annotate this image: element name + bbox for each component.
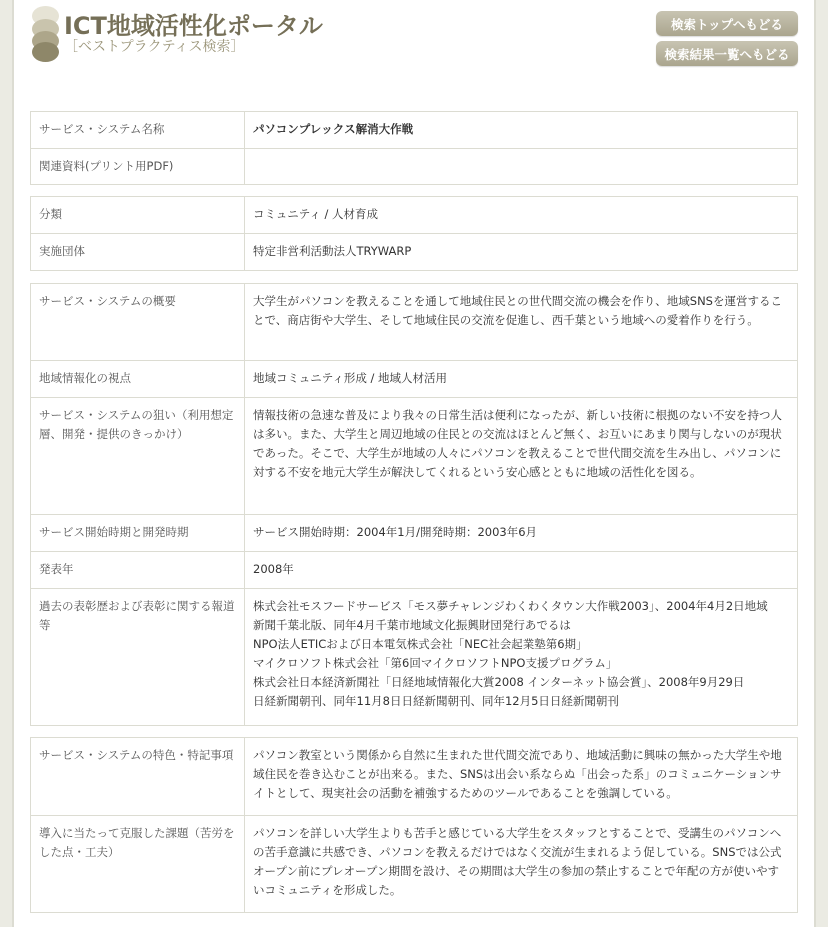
field-label: 過去の表彰歴および表彰に関する報道等 [31, 589, 245, 726]
category-value: コミュニティ / 人材育成 [245, 197, 798, 234]
table-row [31, 361, 798, 398]
info-table-features [30, 737, 798, 913]
table-row [31, 515, 798, 552]
site-subtitle: ［ベストプラクティス検索］ [64, 39, 245, 55]
year-value: 2008年 [245, 552, 798, 589]
page-container [12, 0, 816, 927]
info-table-details [30, 283, 798, 726]
table-row [31, 738, 798, 816]
field-label: サービス・システムの特色・特記事項 [31, 738, 245, 816]
award-line: NPO法人ETICおよび日本電気株式会社「NEC社会起業塾第6期」 [253, 637, 588, 651]
back-to-search-top-button[interactable]: 検索トップへもどる [656, 11, 798, 36]
period-value: サービス開始時期：2004年1月/開発時期：2003年6月 [245, 515, 798, 552]
site-title: ICT地域活性化ポータル [64, 12, 323, 40]
viewpoint-value: 地域コミュニティ形成 / 地域人材活用 [245, 361, 798, 398]
overview-value: 大学生がパソコンを教えることを通して地域住民との世代間交流の機会を作り、地域SNSを運営することで、商店街や大学生、そして地域住民の交流を促進し、西千葉という地域への愛着作りを行う。 [245, 284, 798, 361]
logo-icon [32, 6, 60, 62]
table-row [31, 112, 798, 149]
table-row [31, 589, 798, 726]
field-label: 発表年 [31, 552, 245, 589]
issues-value: パソコンを詳しい大学生よりも苦手と感じている大学生をスタッフとすることで、受講生のパソコンへの苦手意識に共感でき、パソコンを教えるだけではなく交流が生まれるよう促している。SNSでは公式オープン前にプレオープン期間を設け、その期間は大学生の参加の禁止することで年配の方が使いやすいコミュニティを形成した。 [245, 816, 798, 913]
award-line: 日経新聞朝刊、同年11月8日日経新聞朝刊、同年12月5日日経新聞朝刊 [253, 694, 619, 708]
info-table-category [30, 196, 798, 271]
field-label: サービス開始時期と開発時期 [31, 515, 245, 552]
table-row [31, 816, 798, 913]
awards-value [245, 589, 798, 726]
feature-value: パソコン教室という関係から自然に生まれた世代間交流であり、地域活動に興味の無かった大学生や地域住民を巻き込むことが出来る。また、SNSは出会い系ならぬ「出会った系」のコミュニケーションサイトとして、現実社会の活動を補強するためのツールであることを強調している。 [245, 738, 798, 816]
award-line: 株式会社日本経済新聞社「日経地域情報化大賞2008 インターネット協会賞」、2008年9月29日 [253, 675, 745, 689]
field-label: 地域情報化の視点 [31, 361, 245, 398]
award-line: マイクロソフト株式会社「第6回マイクロソフトNPO支援プログラム」 [253, 656, 618, 670]
table-row [31, 552, 798, 589]
table-row [31, 149, 798, 185]
field-label: サービス・システムの概要 [31, 284, 245, 361]
table-row [31, 284, 798, 361]
field-label: サービス・システム名称 [31, 112, 245, 149]
field-label: 関連資料(プリント用PDF) [31, 149, 245, 185]
info-table-name [30, 111, 798, 185]
aim-value: 情報技術の急速な普及により我々の日常生活は便利になったが、新しい技術に根拠のない不安を持つ人は多い。また、大学生と周辺地域の住民との交流はほとんど無く、お互いにあまり関与しないのが現状であった。そこで、大学生が地域の人々にパソコンを教えることで世代間交流を生み出し、パソコンに対する不安を地元大学生が解決してくれるという安心感とともに地域の活性化を図る。 [245, 398, 798, 515]
service-name-value: パソコンプレックス解消大作戦 [245, 112, 798, 149]
back-to-results-list-button[interactable]: 検索結果一覧へもどる [656, 41, 798, 66]
table-row [31, 234, 798, 271]
organization-value: 特定非営利活動法人TRYWARP [245, 234, 798, 271]
pdf-link[interactable] [245, 149, 798, 185]
field-label: サービス・システムの狙い（利用想定層、開発・提供のきっかけ） [31, 398, 245, 515]
field-label: 導入に当たって克服した課題（苦労をした点・工夫） [31, 816, 245, 913]
table-row [31, 398, 798, 515]
award-line: 株式会社モスフードサービス「モス夢チャレンジわくわくタウン大作戦2003」、2004年4月2日地域 [253, 599, 768, 613]
award-line: 新聞千葉北版、同年4月千葉市地域文化振興財団発行あでるは [253, 618, 571, 632]
table-row [31, 197, 798, 234]
field-label: 分類 [31, 197, 245, 234]
field-label: 実施団体 [31, 234, 245, 271]
